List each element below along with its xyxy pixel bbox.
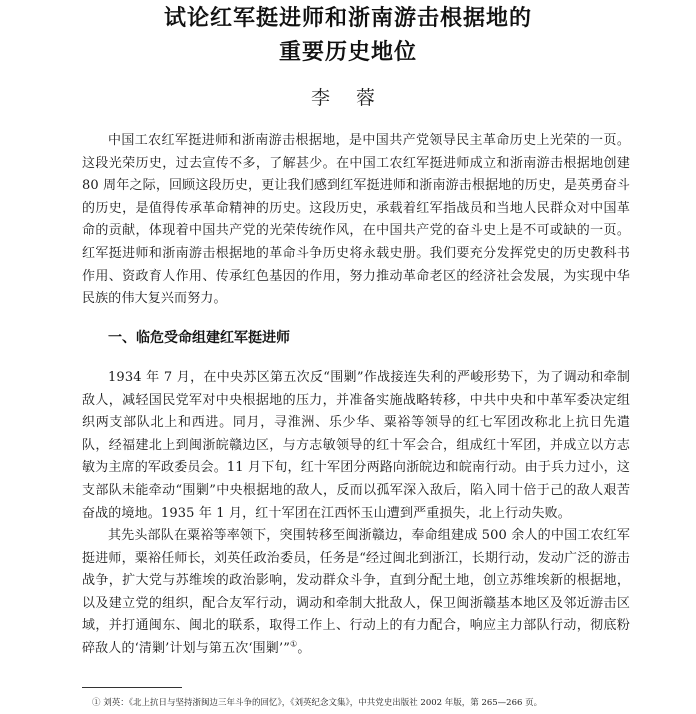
footnote: ① 刘英：《北上抗日与坚持浙闽边三年斗争的回忆》，《刘英纪念文集》，中共党史出版社 2002 年版，第 265—266 页。: [92, 698, 543, 708]
author-name: 李 蓉: [310, 87, 386, 109]
footnote-reference[interactable]: ①: [290, 639, 298, 649]
footnote-divider: [82, 687, 182, 688]
article-title-line2: 重要历史地位: [278, 39, 417, 65]
intro-paragraph: 中国工农红军挺进师和浙南游击根据地，是中国共产党领导民主革命历史上光荣的一页。这段光荣历史，过去宣传不多，了解甚少。在中国工农红军挺进师成立和浙南游击根据地创建 80 周年之际，回顾这段历史，更让我们感到红军挺进师和浙南游击根据地的历史，是英勇奋斗的历史，是值得传承革命精神的历史。这段历史，承载着红军指战员和当地人民群众对中国革命的贡献，体现着中国共产党的光荣传统作风，在中国共产党的奋斗史上是不可或缺的一页。红军挺进师和浙南游击根据地的革命斗争历史将永载史册。我们要充分发挥党史的历史教科书作用、资政育人作用、传承红色基因的作用，努力推动革命老区的经济社会发展，为实现中华民族的伟大复兴而努力。: [82, 133, 630, 307]
article-title-line1: 试论红军挺进师和浙南游击根据地的: [163, 5, 532, 31]
body-paragraph: 1934 年 7 月，在中央苏区第五次反“围剿”作战接连失利的严峻形势下，为了调动和牵制敌人，减轻国民党军对中央根据地的压力，并准备实施战略转移，中共中央和中革军委决定组织两支部队北上和西进。同月，寻淮洲、乐少华、粟裕等领导的红七军团改称北上抗日先遣队，经福建北上到闽浙皖赣边区，与方志敏领导的红十军会合，组成红十军团，并成立以方志敏为主席的军政委员会。11 月下旬，红十军团分两路向浙皖边和皖南行动。由于兵力过小，这支部队未能牵动“围剿”中央根据地的敌人，反而以孤军深入敌后，陷入同十倍于己的敌人艰苦奋战的境地。1935 年 1 月，红十军团在江西怀玉山遭到严重损失，北上行动失败。: [82, 370, 630, 521]
quote-end-punct: 。: [297, 640, 311, 656]
section-heading: 一、临危受命组建红军挺进师: [108, 330, 290, 346]
quote-text: 其先头部队在粟裕等率领下，突围转移至闽浙赣边，奉命组建成 500 余人的中国工农红军挺进师，粟裕任师长，刘英任政治委员，任务是“经过闽北到浙江，长期行动，发动广泛的游击战争，扩大党与苏维埃的政治影响，发动群众斗争，直到分配土地，创立苏维埃新的根据地，以及建立党的组织，配合友军行动，调动和牵制大批敌人，保卫闽浙赣基本地区及邻近游击区域，并打通闽东、闽北的联系，取得工作上、行动上的有力配合，响应主力部队行动，彻底粉碎敌人的‘清剿’计划与第五次‘围剿’”: [82, 528, 630, 656]
body-paragraph-quote: [82, 525, 630, 661]
